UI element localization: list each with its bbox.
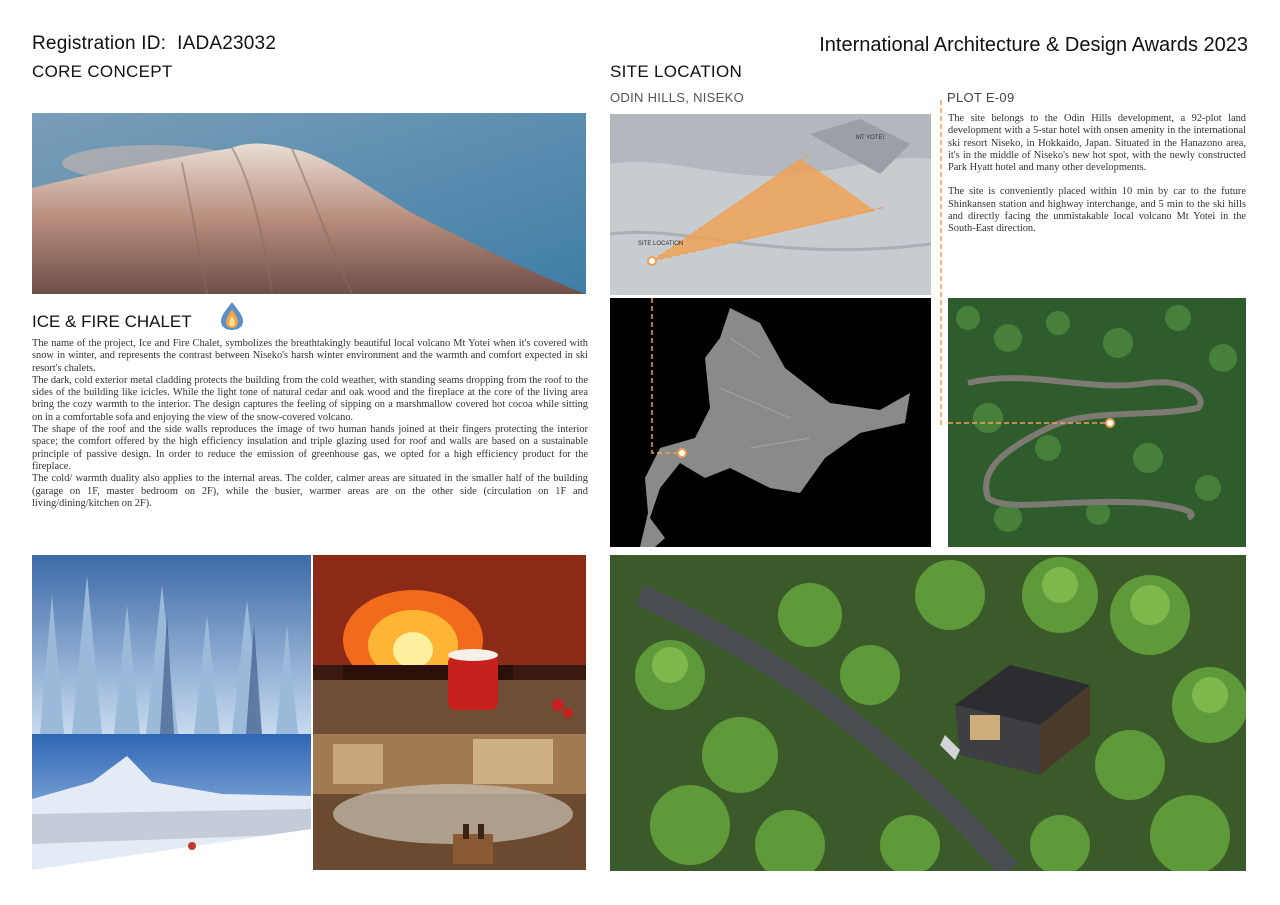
registration-id (32, 33, 276, 55)
site-text (948, 113, 1246, 236)
plot-connector-line (940, 100, 942, 428)
hokkaido-map (610, 298, 931, 547)
concept-text (32, 338, 588, 510)
site-paragraph-1: The site belongs to the Odin Hills development, a 92-plot land development with a 5-star hotel with onsen amenity in the international ski resort Niseko, in Hokkaido, Japan. Situated in the Hanazono area, it's in the middle of Niseko's new hot spot, with the newly constructed Park Hyatt hotel and many other developments. (948, 113, 1246, 174)
mt-yotei-ski-photo (32, 734, 311, 870)
mt-yotei-photo (32, 113, 586, 294)
site-location-label: SITE LOCATION (638, 241, 684, 247)
onsen-photo (313, 734, 586, 870)
chalet-render (610, 555, 1246, 871)
registration-value: IADA23032 (177, 33, 277, 54)
site-paragraph-2: The site is conveniently placed within 10 min by car to the future Shinkansen station and highway interchange, and 5 min to the ski hills and directly facing the unmistakable local volcano Mt Yotei in the South-East direction. (948, 186, 1246, 235)
plot-title: PLOT E-09 (947, 90, 1015, 105)
concept-paragraph-1: The name of the project, Ice and Fire Chalet, symbolizes the breathtakingly beautiful local volcano Mt Yotei when it's covered with snow in winter, and represents the contrast between Niseko's harsh winter environment and the warmth and comfort expected in ski resort's chalets. (32, 338, 588, 374)
fireplace-cocoa-photo (313, 555, 586, 734)
ice-fire-logo-icon (219, 301, 245, 331)
site-location-heading: SITE LOCATION (610, 62, 743, 81)
registration-label: Registration ID: (32, 33, 167, 54)
concept-paragraph-4: The cold/ warmth duality also applies to the internal areas. The colder, calmer areas are situated in the smaller half of the building (garage on 1F, master bedroom on 2F), while the busier, warmer areas are on the other side (circulation on 1F and living/dining/kitchen on 2F). (32, 473, 588, 509)
project-title: ICE & FIRE CHALET (32, 312, 192, 331)
site-subtitle: ODIN HILLS, NISEKO (610, 90, 744, 105)
snowy-forest-photo (32, 555, 311, 734)
core-concept-heading: CORE CONCEPT (32, 62, 173, 81)
aerial-site-map (610, 114, 931, 295)
plot-aerial-photo (948, 298, 1246, 547)
concept-paragraph-2: The dark, cold exterior metal cladding protects the building from the cold weather, with standing seams dropping from the roof to the sides of the building like icicles. While the light tone of natural cedar and oak wood and the fireplace at the core of the living area bring the cozy warmth to the interior. The design captures the feeling of sipping on a marshmallow covered hot cocoa while sitting on in a comfortable sofa and enjoying the view of the snow-covered volcano. (32, 374, 588, 423)
mt-yotei-label: MT YOTEI (856, 135, 885, 141)
concept-paragraph-3: The shape of the roof and the side walls reproduces the image of two human hands joined at their fingers protecting the interior space; the comfort offered by the high efficiency insulation and triple glazing used for roof and walls are based on a sustainable principle of passive design. In order to reduce the emission of greenhouse gas, we opted for a high efficiency product for the fireplace. (32, 424, 588, 472)
award-title: International Architecture & Design Awards 2023 (819, 34, 1248, 56)
